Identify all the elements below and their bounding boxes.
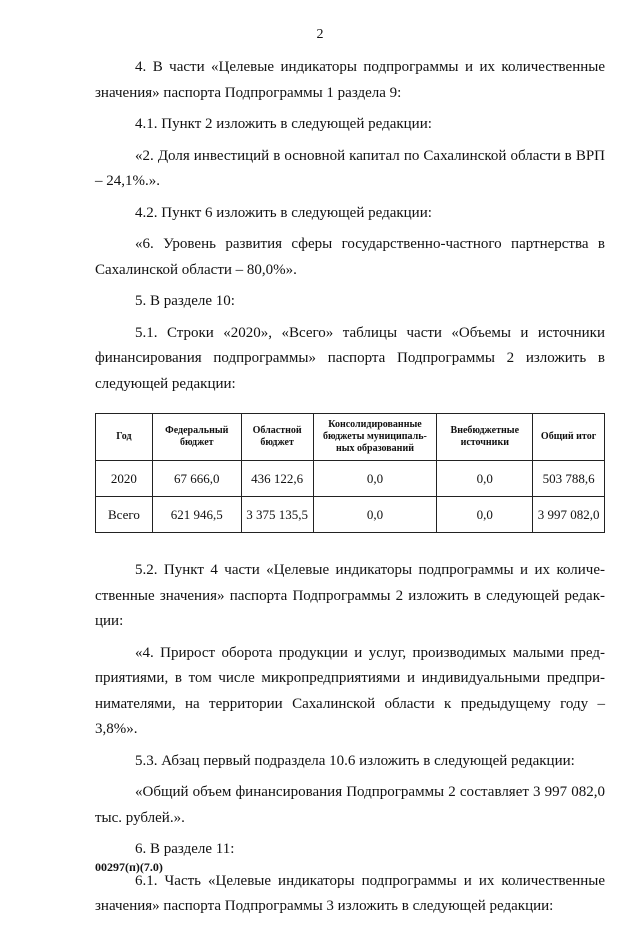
table-row [96,497,605,533]
table-header-cell: Консолидированные бюджеты муниципаль-ных образований [313,414,437,461]
paragraph-5-3: 5.3. Абзац первый подраздела 10.6 изложить в следующей редакции: [135,752,575,769]
page-number: 2 [316,27,324,42]
paragraph-6-1: 6.1. Часть «Целевые индикаторы подпрограммы и их количественные значения» паспорта Подпрограммы 3 изложить в следующей редакции: [95,872,605,914]
table-cell: 621 946,5 [152,497,241,533]
table-cell: 3 375 135,5 [241,497,313,533]
paragraph-5-2-text: «4. Прирост оборота продукции и услуг, производимых малыми пред-приятиями, в том числе микропредприятиями и индивидуальными предпри-нимателями, на территории Сахалинской области к предыдущему году – 3,8%». [95,644,605,737]
paragraph-5-3-text: «Общий объем финансирования Подпрограммы 2 составляет 3 997 082,0 тыс. рублей.». [95,784,605,826]
financing-table [95,413,605,533]
table-header-cell: Областной бюджет [241,414,313,461]
table-cell: 503 788,6 [533,461,605,497]
paragraph-4-2: 4.2. Пункт 6 изложить в следующей редакции: [135,204,432,221]
table-header-cell: Год [96,414,153,461]
table-cell: 0,0 [437,497,533,533]
paragraph-5-1: 5.1. Строки «2020», «Всего» таблицы части «Объемы и источники финансирования подпрограммы» паспорта Подпрограммы 2 изложить в следующей редакции: [95,324,605,392]
table-cell: 0,0 [313,497,437,533]
table-cell: 3 997 082,0 [533,497,605,533]
paragraph-5-2: 5.2. Пункт 4 части «Целевые индикаторы подпрограммы и их количе-ственные значения» паспорта Подпрограммы 2 изложить в следующей редак-ции: [95,562,605,629]
table-header-cell: Общий итог [533,414,605,461]
table-row [96,461,605,497]
table-cell: 436 122,6 [241,461,313,497]
document-code: 00297(п)(7.0) [95,860,163,874]
table-cell: 67 666,0 [152,461,241,497]
table-cell: Всего [96,497,153,533]
table-header-row [96,414,605,461]
paragraph-4-1-text: «2. Доля инвестиций в основной капитал по Сахалинской области в ВРП – 24,1%.». [95,147,605,189]
paragraph-4: 4. В части «Целевые индикаторы подпрограммы и их количественные значения» паспорта Подпрограммы 1 раздела 9: [95,59,605,101]
document-body [95,55,605,926]
table-cell: 0,0 [437,461,533,497]
table-cell: 2020 [96,461,153,497]
table-cell: 0,0 [313,461,437,497]
table-header-cell: Федеральный бюджет [152,414,241,461]
paragraph-6: 6. В разделе 11: [135,841,235,857]
paragraph-4-2-text: «6. Уровень развития сферы государственно-частного партнерства в Сахалинской области – 80,0%». [95,236,605,278]
paragraph-4-1: 4.1. Пункт 2 изложить в следующей редакции: [135,116,432,132]
paragraph-5: 5. В разделе 10: [135,293,235,309]
table-header-cell: Внебюджетные источники [437,414,533,461]
